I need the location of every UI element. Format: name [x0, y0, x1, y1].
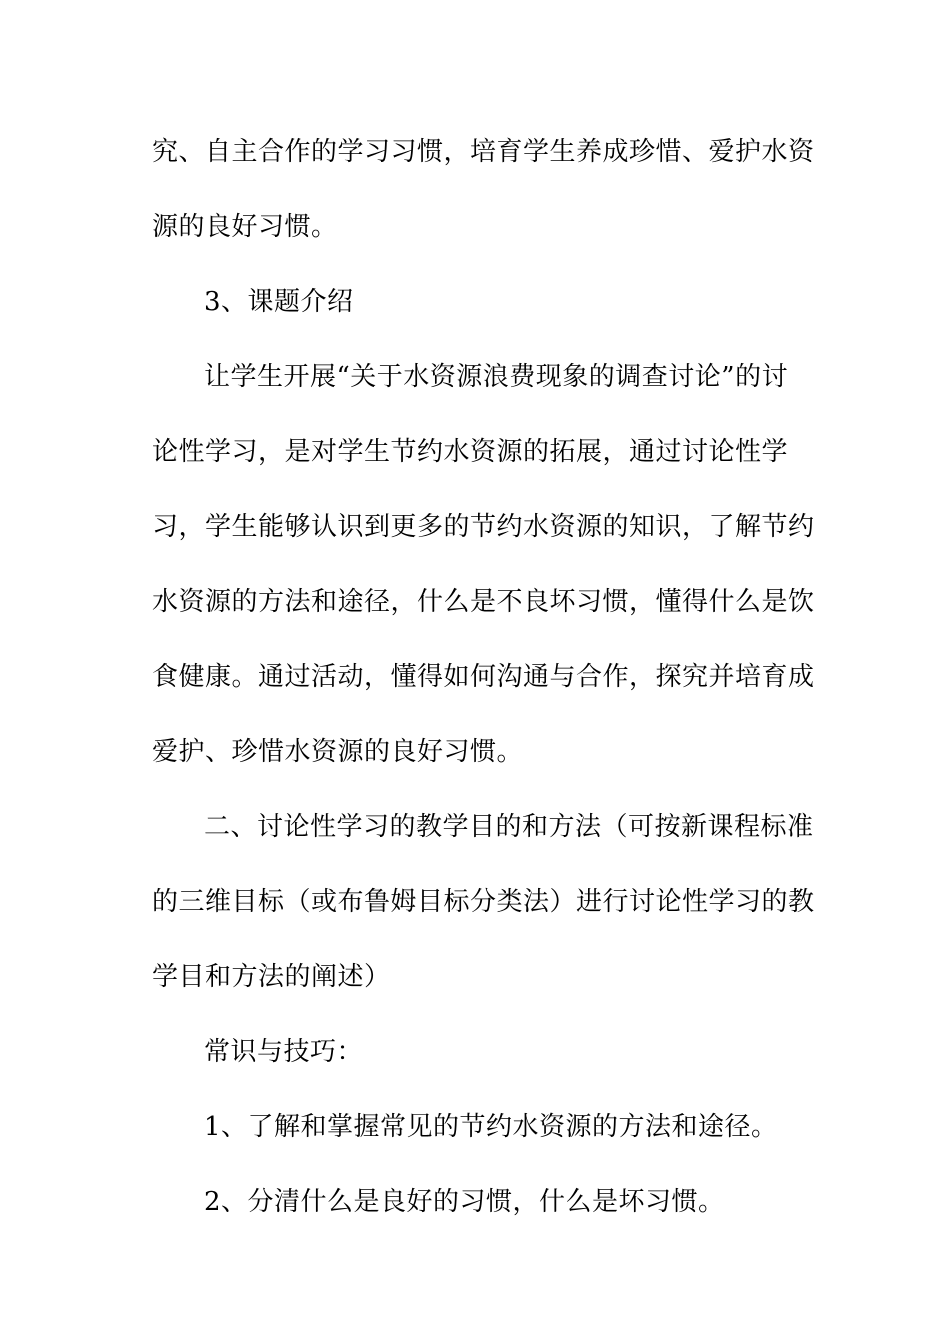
section-heading: 二、讨论性学习的教学目的和方法（可按新课程标准: [204, 812, 814, 842]
paragraph-line: 的三维目标（或布鲁姆目标分类法）进行讨论性学习的教: [152, 887, 815, 917]
paragraph-line: 论性学习，是对学生节约水资源的拓展，通过讨论性学: [152, 437, 789, 467]
paragraph-line: 让学生开展“关于水资源浪费现象的调查讨论”的讨: [204, 362, 789, 392]
subheading: 常识与技巧：: [204, 1037, 364, 1067]
paragraph-line: 究、自主合作的学习习惯，培育学生养成珍惜、爱护水资: [152, 137, 815, 167]
paragraph-line: 爱护、珍惜水资源的良好习惯。: [152, 737, 524, 767]
paragraph-line: 源的良好习惯。: [152, 212, 338, 242]
paragraph-line: 食健康。通过活动，懂得如何沟通与合作，探究并培育成: [152, 662, 815, 692]
list-item: 2、分清什么是良好的习惯，什么是坏习惯。: [204, 1187, 725, 1217]
list-item: 1、了解和掌握常见的节约水资源的方法和途径。: [204, 1112, 778, 1142]
paragraph-line: 学目和方法的阐述）: [152, 962, 391, 992]
section-heading: 3、课题介绍: [204, 287, 354, 317]
paragraph-line: 水资源的方法和途径，什么是不良坏习惯，懂得什么是饮: [152, 587, 815, 617]
paragraph-line: 习，学生能够认识到更多的节约水资源的知识，了解节约: [152, 512, 815, 542]
